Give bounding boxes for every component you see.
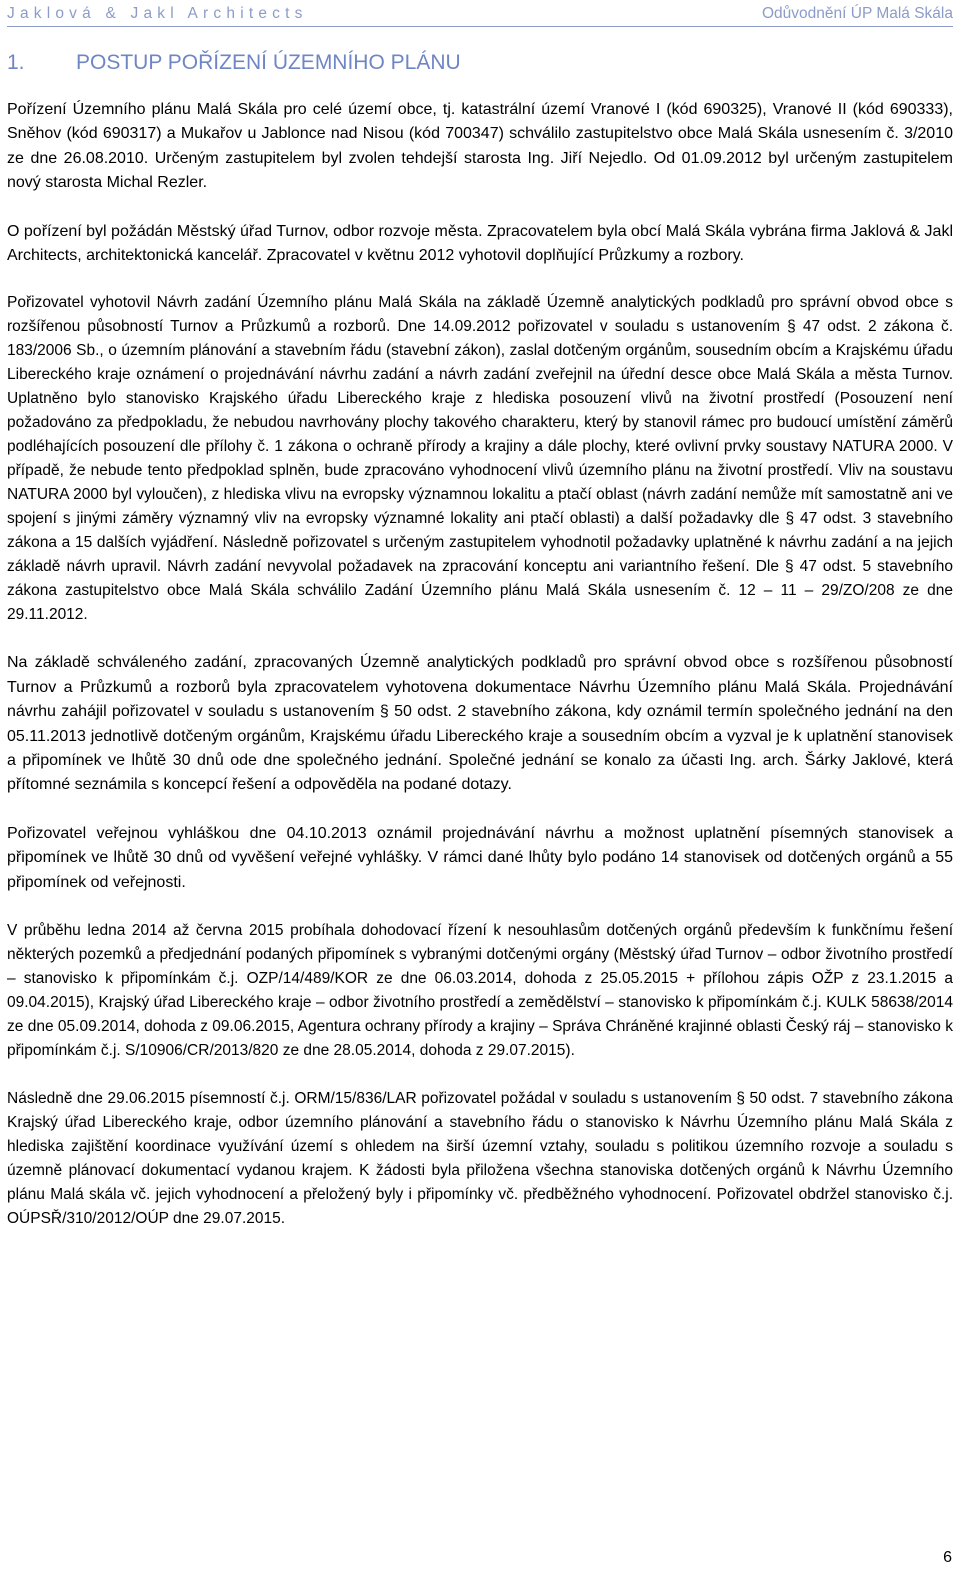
paragraph-3: Pořizovatel vyhotovil Návrh zadání Územního plánu Malá Skála na základě Územně analytických podkladů pro správní obvod obce s rozšířenou působností Turnov a Průzkumů a rozborů. Dne 14.09.2012 pořizovatel v souladu s ustanovením § 47 odst. 2 zákona č. 183/2006 Sb., o územním plánování a stavebním řádu (stavební zákon), zaslal dotčeným orgánům, sousedním obcím a Krajskému úřadu Libereckého kraje oznámení o projednávání návrhu zadání a návrh zadání zveřejnil na úřední desce obce Malá Skála a města Turnov. Uplatněno bylo stanovisko Krajského úřadu Libereckého kraje z hlediska posouzení vlivů na životní prostředí (Posouzení není požadováno za předpokladu, že nebudou navrhovány plochy takového charakteru, který by stanovil rámec pro budoucí umístění záměrů podléhajících posouzení dle přílohy č. 1 zákona o ochraně přírody a krajiny a dále plochy, které ovlivní prvky soustavy NATURA 2000. V případě, že nebude tento předpoklad splněn, bude zpracováno vyhodnocení vlivů územního plánu na životní prostředí. Vliv na soustavu NATURA 2000 byl vyloučen), z hlediska vlivu na evropsky významnou lokalitu a ptačí oblast (návrh zadání nemůže mít samostatně ani ve spojení s jinými záměry významný vliv na evropsky významné lokality ani ptačí oblasti) a další požadavky dle § 47 odst. 3 stavebního zákona a 15 dalších vyjádření. Následně pořizovatel s určeným zastupitelem vyhodnotil požadavky uplatněné k návrhu zadání a na jejich základě návrh upravil. Návrh zadání nevyvolal požadavek na zpracování konceptu ani variantního řešení. Dle § 47 odst. 5 stavebního zákona zastupitelstvo obce Malá Skála schválilo Zadání Územního plánu Malá Skála usnesením č. 12 – 11 – 29/ZO/208 ze dne 29.11.2012. [7, 294, 953, 624]
section-number: 1. [7, 51, 25, 74]
body-text [7, 98, 953, 1231]
paragraph-1: Pořízení Územního plánu Malá Skála pro celé území obce, tj. katastrální území Vranové I (kód 690325), Vranové II (kód 690333), Sněhov (kód 690317) a Mukařov u Jablonce nad Nisou (kód 700347) schválilo zastupitelstvo obce Malá Skála usnesením č. 3/2010 ze dne 26.08.2010. Určeným zastupitelem byl zvolen tehdejší starosta Ing. Jiří Nejedlo. Od 01.09.2012 byl určeným zastupitelem nový starosta Michal Rezler. [7, 101, 953, 192]
paragraph-4: Na základě schváleného zadání, zpracovaných Územně analytických podkladů pro správní obvod obce s rozšířenou působností Turnov a Průzkumů a rozborů byla zpracovatelem vyhotovena dokumentace Návrhu Územního plánu Malá Skála. Projednávání návrhu zahájil pořizovatel v souladu s ustanovením § 50 odst. 2 stavebního zákona, kdy oznámil termín společného jednání na den 05.11.2013 jednotlivě dotčeným orgánům, Krajskému úřadu Libereckého kraje a sousedním obcím a vyzval je k uplatnění stanovisek a připomínek ve lhůtě 30 dnů ode dne společného jednání. Společné jednání se konalo za účasti Ing. arch. Šárky Jaklové, která přítomné seznámila s koncepcí řešení a odpověděla na podané dotazy. [7, 654, 953, 794]
header-document-title: Odůvodnění ÚP Malá Skála [762, 5, 953, 22]
page-number: 6 [943, 1549, 952, 1566]
paragraph-7: Následně dne 29.06.2015 písemností č.j. ORM/15/836/LAR pořizovatel požádal v souladu s ustanovením § 50 odst. 7 stavebního zákona Krajský úřad Libereckého kraje, odbor územního plánování a stavebního řádu o stanovisko k Návrhu Územního plánu Malá Skála z hlediska zajištění koordinace využívání území s ohledem na širší územní vztahy, souladu s politikou územního rozvoje a souladu s územně plánovací dokumentací vydanou krajem. K žádosti byla přiložena všechna stanoviska dotčených orgánů k Návrhu Územního plánu Malá skála vč. jejich vyhodnocení a přeložený byly i připomínky vč. předběžného vyhodnocení. Pořizovatel obdržel stanovisko č.j. OÚPSŘ/310/2012/OÚP dne 29.07.2015. [7, 1090, 953, 1228]
paragraph-5: Pořizovatel veřejnou vyhláškou dne 04.10.2013 oznámil projednávání návrhu a možnost uplatnění písemných stanovisek a připomínek ve lhůtě 30 dnů od vyvěšení veřejné vyhlášky. V rámci dané lhůty bylo podáno 14 stanovisek od dotčených orgánů a 55 připomínek od veřejnosti. [7, 824, 953, 891]
paragraph-6: V průběhu ledna 2014 až června 2015 probíhala dohodovací řízení k nesouhlasům dotčených orgánů především k funkčnímu řešení některých pozemků a předjednání podaných připomínek s vybranými dotčenými orgány (Městský úřad Turnov – odbor životního prostředí – stanovisko k připomínkám č.j. OZP/14/489/KOR ze dne 06.03.2014, dohoda z 25.05.2015 + přílohou zápis OŽP z 23.1.2015 a 09.04.2015), Krajský úřad Libereckého kraje – odbor životního prostředí a zemědělství – stanovisko k připomínkám č.j. KULK 58638/2014 ze dne 05.09.2014, dohoda z 09.06.2015, Agentura ochrany přírody a krajiny – Správa Chráněné krajinné oblasti Český ráj – stanovisko k připomínkám č.j. S/10906/CR/2013/820 ze dne 28.05.2014, dohoda z 29.07.2015). [7, 922, 953, 1060]
section-heading [7, 51, 461, 75]
paragraph-2: O pořízení byl požádán Městský úřad Turnov, odbor rozvoje města. Zpracovatelem byla obcí Malá Skála vybrána firma Jaklová & Jakl Architects, architektonická kancelář. Zpracovatel v květnu 2012 vyhotovil doplňující Průzkumy a rozbory. [7, 222, 953, 265]
header-rule [7, 26, 953, 27]
header-company: Jaklová & Jakl Architects [7, 5, 308, 22]
section-title: POSTUP POŘÍZENÍ ÚZEMNÍHO PLÁNU [76, 51, 461, 74]
